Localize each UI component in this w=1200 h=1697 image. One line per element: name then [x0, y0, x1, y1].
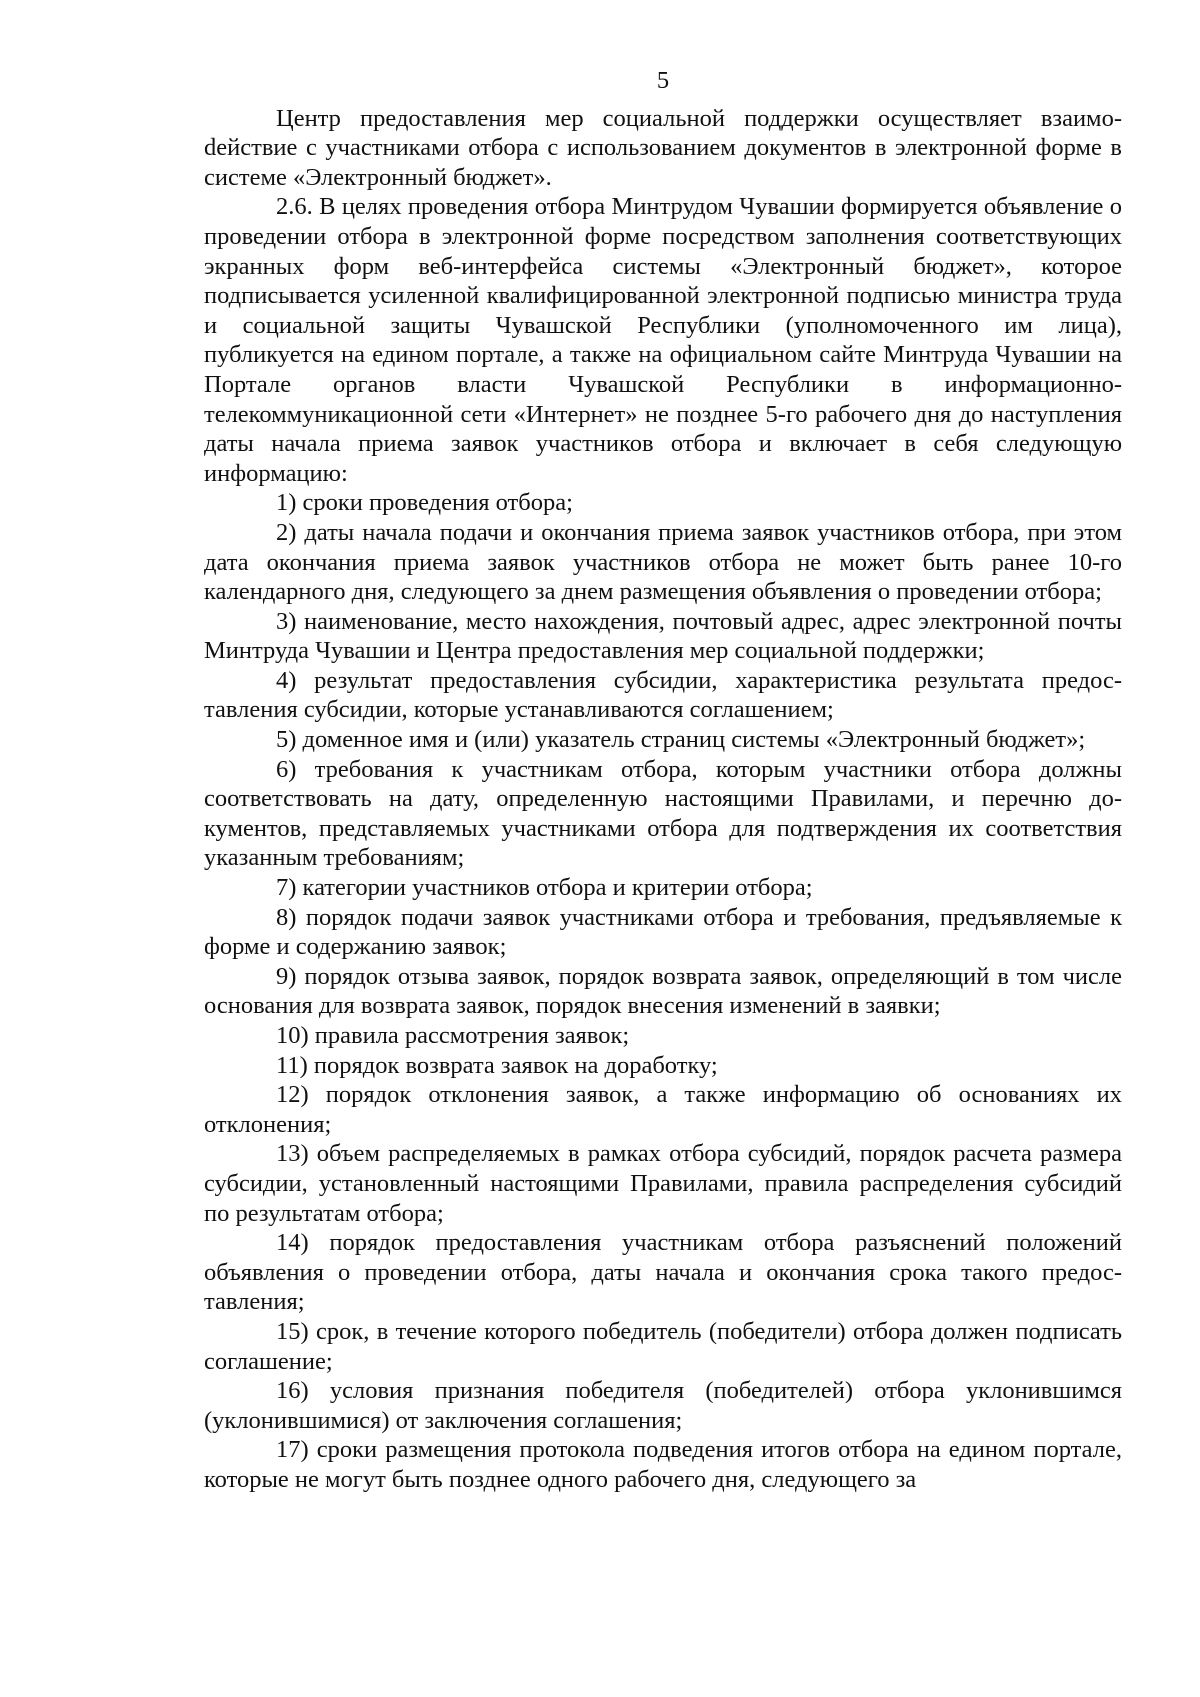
list-item-16: 16) условия признания победителя (победителей) отбора уклонившимся (уклонившимися) от заключения соглашения; [204, 1377, 1122, 1434]
list-item-6: 6) требования к участникам отбора, которым участники отбора должны соответствовать на дату, определенную настоящими Правилами, и перечню документов, представляемых участниками отбора для подтверждения их соответствия указанным требованиям; [204, 755, 1122, 872]
list-item-1: 1) сроки проведения отбора; [276, 489, 573, 517]
list-item-13: 13) объем распределяемых в рамках отбора субсидий, порядок расчета размера субсидии, установленный настоящими Правилами, правила распределения субсидий по результатам отбора; [204, 1140, 1122, 1227]
list-item-17: 17) сроки размещения протокола подведения итогов отбора на едином портале, которые не могут быть позднее одного рабочего дня, следующего за [204, 1436, 1122, 1493]
list-item-12: 12) порядок отклонения заявок, а также информацию об основаниях их отклонения; [204, 1081, 1122, 1138]
list-item-11: 11) порядок возврата заявок на доработку; [276, 1051, 718, 1079]
list-item-7: 7) категории участников отбора и критерии отбора; [276, 874, 813, 902]
paragraph-2-6: 2.6. В целях проведения отбора Минтрудом Чувашии формируется объявление о проведении отбора в электронной форме посредством заполнения соответствующих экранных форм веб-интерфейса системы «Электронный бюджет», которое подписывается усиленной квалифицированной электронной подписью министра труда и социальной защиты Чувашской Республики (уполномоченного им лица), публикуется на едином портале, а также на официальном сайте Минтруда Чувашии на Портале органов власти Чувашской Республики в информационно-телекоммуникационной сети «Интернет» не позднее 5-го рабочего дня до наступления даты начала приема заявок участников отбора и включает в себя следующую информацию: [204, 193, 1122, 487]
list-item-5: 5) доменное имя и (или) указатель страниц системы «Электронный бюджет»; [276, 726, 1086, 754]
list-item-9: 9) порядок отзыва заявок, порядок возврата заявок, определяющий в том числе основания для возврата заявок, порядок внесения изменений в заявки; [204, 962, 1122, 1020]
list-item-3: 3) наименование, место нахождения, почтовый адрес, адрес электронной почты Минтруда Чувашии и Центра предоставления мер социальной поддержки; [204, 607, 1122, 665]
list-item-2: 2) даты начала подачи и окончания приема заявок участников отбора, при этом дата окончания приема заявок участников отбора не может быть ранее 10-го календарного дня, следующего за днем размещения объявления о проведении отбора; [204, 518, 1122, 606]
list-item-10: 10) правила рассмотрения заявок; [276, 1022, 630, 1049]
list-item-14: 14) порядок предоставления участникам отбора разъяснений положений объявления о проведении отбора, даты начала и окончания срока такого предоставления; [204, 1229, 1122, 1316]
list-item-4: 4) результат предоставления субсидии, характеристика результата предоставления субсидии, которые устанавливаются соглашением; [204, 666, 1122, 724]
list-item-15: 15) срок, в течение которого победитель (победители) отбора должен подписать соглашение; [204, 1317, 1122, 1375]
list-item-8: 8) порядок подачи заявок участниками отбора и требования, предъявляемые к форме и содержанию заявок; [204, 903, 1122, 961]
document-page [204, 66, 1122, 1495]
paragraph-intro: Центр предоставления мер социальной поддержки осуществляет взаимоdействие с участниками отбора с использованием документов в электронной форме в системе «Электронный бюджет». [204, 104, 1122, 191]
page-number: 5 [656, 67, 670, 94]
